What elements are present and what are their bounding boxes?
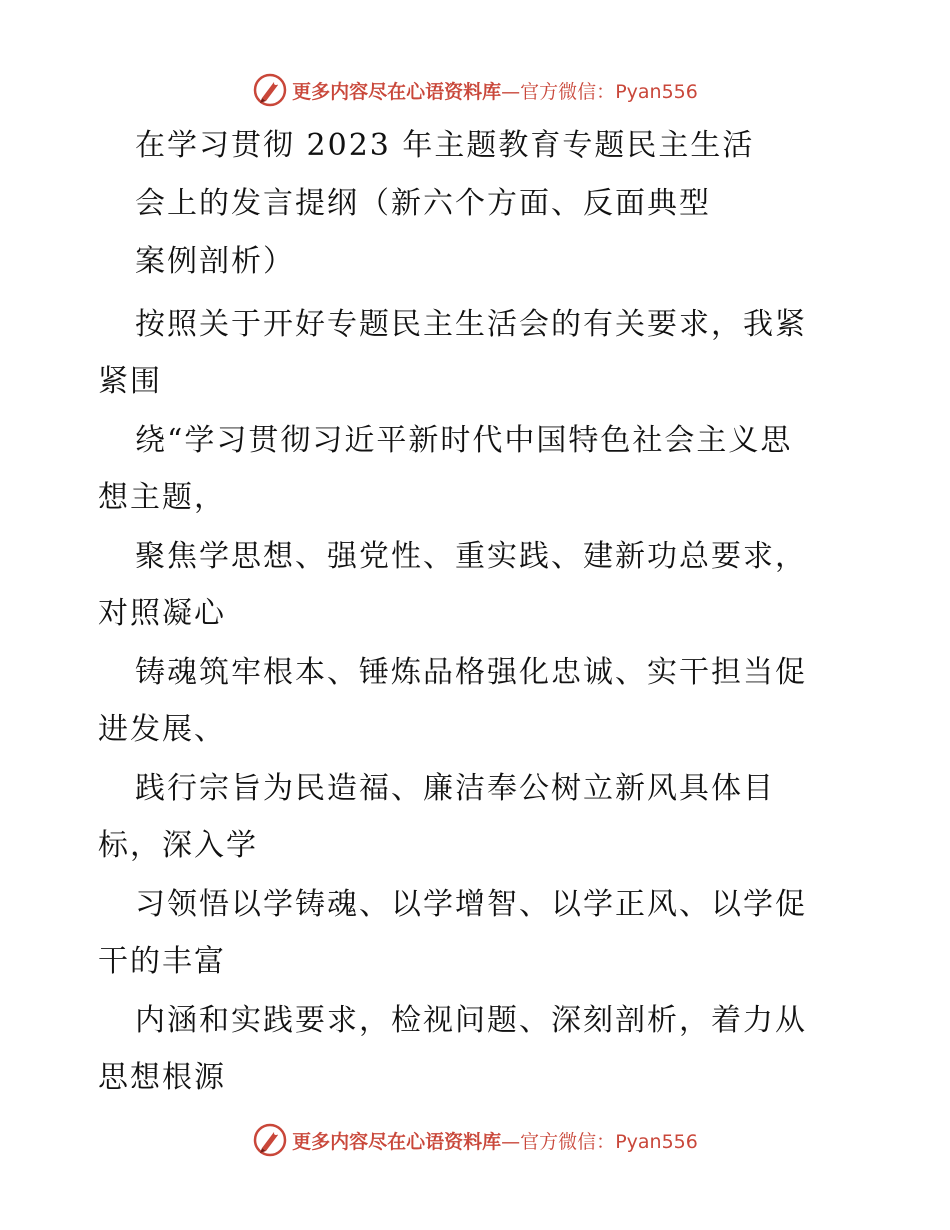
watermark-part2: —官方微信： — [501, 80, 616, 103]
body-line: 干的丰富 — [98, 944, 226, 979]
watermark-part2: —官方微信： — [501, 1130, 616, 1153]
pen-logo-icon — [252, 1122, 288, 1158]
title-line-2: 会上的发言提纲（新六个方面、反面典型 — [135, 186, 711, 221]
title-line-1: 在学习贯彻 2023 年主题教育专题民主生活 — [135, 128, 755, 163]
title-line-3: 案例剖析） — [135, 244, 295, 279]
body-line: 对照凝心 — [98, 596, 226, 631]
watermark-part3: Pyan556 — [615, 1130, 698, 1153]
body-line: 践行宗旨为民造福、廉洁奉公树立新风具体目 — [135, 771, 775, 806]
pen-logo-icon — [252, 72, 288, 108]
body-line: 标，深入学 — [98, 828, 258, 863]
body-line: 思想根源 — [98, 1060, 226, 1095]
watermark-text — [292, 1127, 698, 1154]
body-line: 习领悟以学铸魂、以学增智、以学正风、以学促 — [135, 887, 807, 922]
body-line: 想主题， — [98, 480, 226, 515]
body-line: 按照关于开好专题民主生活会的有关要求，我紧 — [135, 307, 807, 342]
watermark-part3: Pyan556 — [615, 80, 698, 103]
body-line: 内涵和实践要求，检视问题、深刻剖析，着力从 — [135, 1003, 807, 1038]
body-line: 聚焦学思想、强党性、重实践、建新功总要求， — [135, 539, 807, 574]
body-line: 铸魂筑牢根本、锤炼品格强化忠诚、实干担当促 — [135, 655, 807, 690]
watermark-banner-top — [0, 70, 950, 110]
body-line: 紧围 — [98, 364, 162, 399]
watermark-banner-bottom — [0, 1120, 950, 1160]
body-line: 绕“学习贯彻习近平新时代中国特色社会主义思 — [135, 423, 793, 458]
watermark-part1: 更多内容尽在心语资料库 — [292, 80, 502, 103]
watermark-text — [292, 77, 698, 104]
watermark-part1: 更多内容尽在心语资料库 — [292, 1130, 502, 1153]
body-line: 进发展、 — [98, 712, 226, 747]
